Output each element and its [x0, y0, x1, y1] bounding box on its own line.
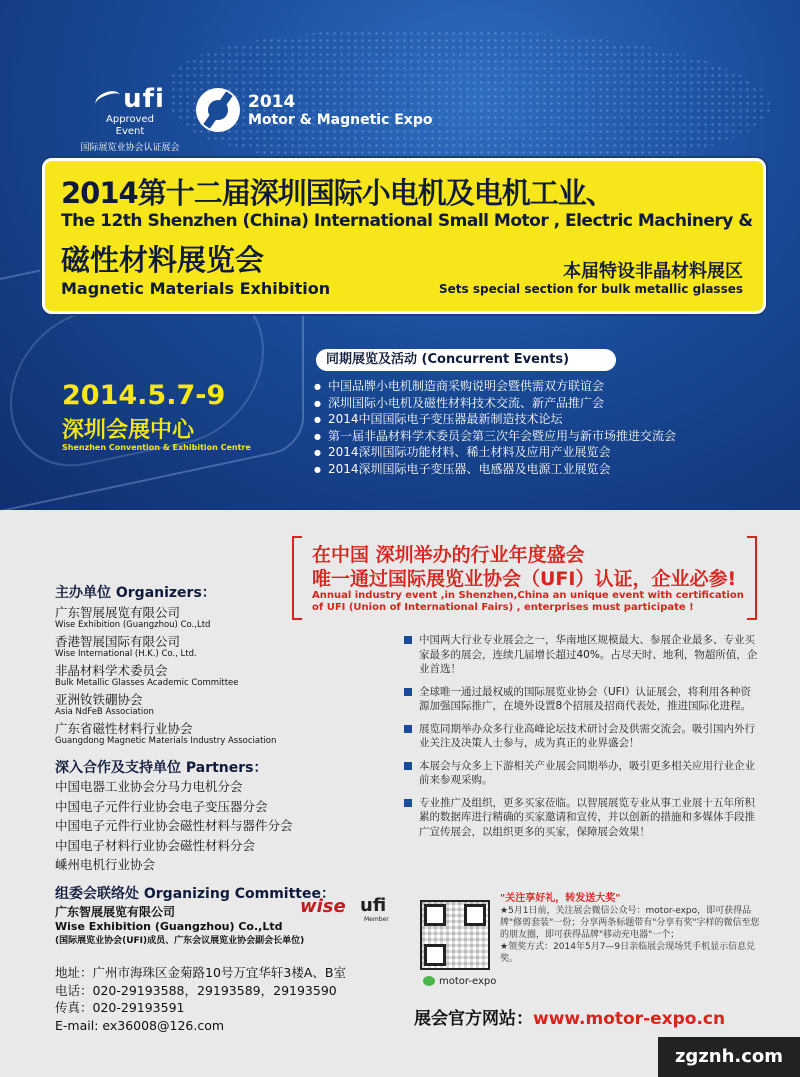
- ufi-member-text: Member: [364, 916, 389, 923]
- partner-item: 嵊州电机行业协会: [55, 857, 156, 872]
- ufi-swoosh-icon: [93, 88, 123, 111]
- partner-item: 中国电器工业协会分马力电机分会: [55, 779, 243, 794]
- organizer-en: Guangdong Magnetic Materials Industry Association: [55, 736, 277, 746]
- list-item: 中国两大行业专业展会之一，华南地区规模最大、参展企业最多、专业买家最多的展会，连续几届增长超过40%。占尽天时、地利，物超所值，企业首选！: [404, 633, 759, 677]
- list-item: ● 第一届非晶材料学术委员会第三次年会暨应用与新市场推进交流会: [314, 428, 676, 445]
- headline-en-1: Annual industry event ,in Shenzhen,China an unique event with certification: [312, 590, 744, 601]
- list-item: ● 2014深圳国际电子变压器、电感器及电源工业展览会: [314, 461, 676, 478]
- title-en-line1: The 12th Shenzhen (China) International Small Motor , Electric Machinery &: [61, 211, 753, 231]
- organizer-en: Asia NdFeB Association: [55, 707, 154, 717]
- headline-cn-1: 在中国 深圳举办的行业年度盛会: [312, 544, 585, 566]
- special-section-en: Sets special section for bulk metallic glasses: [439, 282, 743, 296]
- ufi-approved-logo: [60, 84, 200, 153]
- ufi-event-text: Event: [115, 126, 145, 137]
- list-item: 展览同期举办众多行业高峰论坛技术研讨会及供需交流会。吸引国内外行业关注及决策人士参与，成为真正的业界盛会！: [404, 722, 759, 751]
- header-area: [0, 0, 800, 510]
- partners-title: 深入合作及支持单位 Partners：: [55, 760, 268, 776]
- list-item: ● 2014深圳国际功能材料、稀土材料及应用产业展览会: [314, 444, 676, 461]
- venue-en: Shenzhen Convention & Exhibition Centre: [62, 443, 251, 452]
- organizer-cn: 广东省磁性材料行业协会: [55, 721, 193, 736]
- title-cn-line2: 磁性材料展览会: [61, 243, 265, 277]
- promo-headline: "关注享好礼，转发送大奖": [500, 893, 621, 904]
- organizer-cn: 亚洲钕铁硼协会: [55, 692, 143, 707]
- wechat-label: [423, 976, 496, 987]
- headline-en: [312, 590, 744, 614]
- contact-info: [55, 964, 346, 1034]
- venue-cn: 深圳会展中心: [62, 418, 195, 443]
- event-date: 2014.5.7-9: [62, 380, 226, 411]
- highlights-list: [404, 633, 759, 847]
- partner-item: 中国电子元件行业协会电子变压器分会: [55, 798, 268, 814]
- concurrent-events-list: [314, 378, 676, 477]
- website-line: [414, 1004, 725, 1029]
- qr-code-icon[interactable]: [420, 900, 490, 970]
- list-item: ● 深圳国际小电机及磁性材料技术交流、新产品推广会: [314, 395, 676, 412]
- ufi-mark-text: ufi: [123, 84, 165, 114]
- expo-emblem-icon: [196, 88, 240, 132]
- list-item: 专业推广及组织，更多买家莅临。以智展展览专业从事工业展十五年所积累的数据库进行精确的买家邀请和宣传，并以创新的措施和多媒体手段推广宣传展会，以组织更多的买家，保障展会效果！: [404, 796, 759, 840]
- bracket-right-decoration: [747, 536, 757, 620]
- ufi-member-logo: ufi: [360, 895, 387, 916]
- organizer-cn: 非晶材料学术委员会: [55, 663, 168, 678]
- title-cn-line1: 2014第十二届深圳国际小电机及电机工业、: [61, 176, 614, 210]
- title-banner: [42, 158, 766, 314]
- headline-en-2: of UFI (Union of International Fairs) , enterprises must participate !: [312, 602, 694, 613]
- expo-year: 2014: [248, 92, 296, 112]
- ufi-cn-text: 国际展览业协会认证展会: [80, 143, 180, 153]
- website-link[interactable]: www.motor-expo.cn: [533, 1009, 726, 1029]
- committee-name-en: Wise Exhibition (Guangzhou) Co.,Ltd: [55, 919, 283, 933]
- list-item: 全球唯一通过最权威的国际展览业协会（UFI）认证展会，将利用各种资源加强国际推广，在境外设置8个招展及招商代表处，推进国际化进程。: [404, 685, 759, 714]
- organizer-en: Wise International (H.K.) Co., Ltd.: [55, 649, 197, 659]
- promo-line2: ★领奖方式：2014年5月7—9日亲临展会现场凭手机显示信息兑奖。: [500, 942, 756, 964]
- contact-phone: 电话：020-29193588，29193589，29193590: [55, 982, 337, 998]
- website-label: 展会官方网站：: [414, 1009, 533, 1029]
- title-en-line2: Magnetic Materials Exhibition: [61, 279, 331, 298]
- list-item: 本展会与众多上下游相关产业展会同期举办，吸引更多相关应用行业企业前来参观采购。: [404, 759, 759, 788]
- contact-fax: 传真：020-29193591: [55, 1000, 185, 1015]
- wechat-account: motor-expo: [439, 976, 497, 987]
- committee-name-cn: 广东智展展览有限公司: [55, 904, 176, 919]
- expo-logo: [196, 88, 432, 132]
- organizer-en: Wise Exhibition (Guangzhou) Co.,Ltd: [55, 620, 211, 630]
- organizer-cn: 广东智展展览有限公司: [55, 605, 181, 620]
- organizer-en: Bulk Metallic Glasses Academic Committee: [55, 678, 239, 688]
- partner-item: 中国电子材料行业协会磁性材料分会: [55, 837, 256, 853]
- promo-line1: ★5月1日前，关注展会微信公众号：motor-expo，即可获得品牌"修剪套装"一份；分享两条标题带有"分享有奖"字样的微信至您的朋友圈，即可获得品牌"移动充电器"一个；: [500, 906, 760, 940]
- promo-text: [500, 893, 760, 965]
- committee-title: 组委会联络处 Organizing Committee：: [55, 885, 335, 902]
- qr-corner-decoration: [424, 904, 446, 926]
- organizer-cn: 香港智展国际有限公司: [55, 634, 181, 649]
- contact-email[interactable]: E-mail: ex36008@126.com: [55, 1017, 225, 1033]
- organizers-title: 主办单位 Organizers：: [55, 585, 216, 601]
- qr-corner-decoration: [464, 904, 486, 926]
- qr-corner-decoration: [424, 944, 446, 966]
- committee-note: (国际展览业协会(UFI)成员、广东会议展览业协会副会长单位): [55, 935, 305, 946]
- list-item: ● 2014中国国际电子变压器最新制造技术论坛: [314, 411, 676, 428]
- special-section-cn: 本届特设非晶材料展区: [563, 261, 743, 282]
- headline-cn-2: 唯一通过国际展览业协会（UFI）认证，企业必参!: [312, 568, 737, 590]
- concurrent-events-title: 同期展览及活动 (Concurrent Events): [316, 349, 616, 371]
- partner-item: 中国电子元件行业协会磁性材料与器件分会: [55, 818, 293, 833]
- wechat-icon: [423, 976, 435, 986]
- list-item: ● 中国品牌小电机制造商采购说明会暨供需双方联谊会: [314, 378, 676, 395]
- watermark-badge: zgznh.com: [658, 1037, 800, 1077]
- expo-name: Motor & Magnetic Expo: [248, 112, 433, 128]
- organizers-column: [55, 582, 365, 946]
- ufi-approved-text: Approved: [106, 114, 154, 125]
- wise-logo: wise: [300, 896, 346, 917]
- contact-address: 地址：广州市海珠区金菊路10号万宜华轩3楼A、B室: [55, 965, 346, 980]
